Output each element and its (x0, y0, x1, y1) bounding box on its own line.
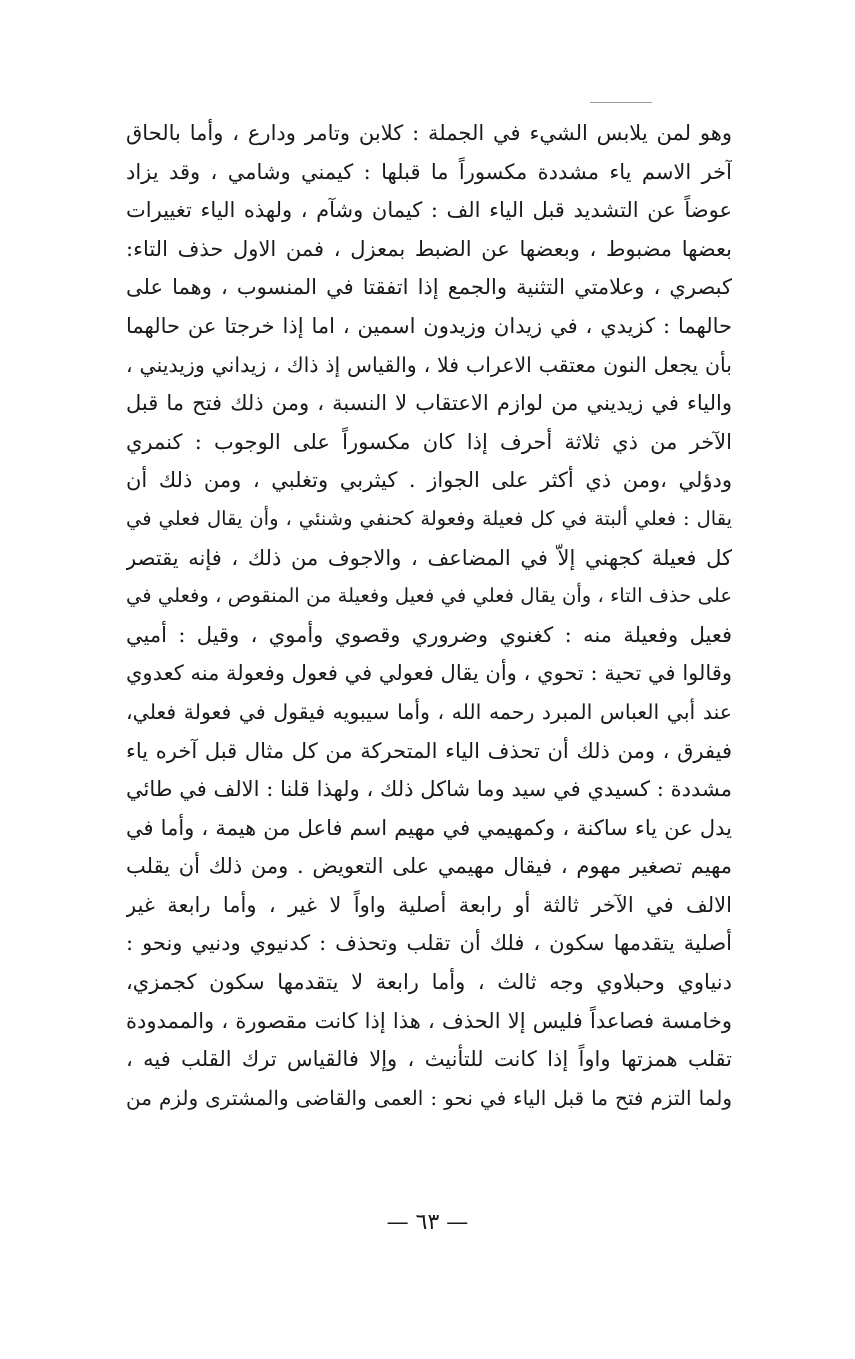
text-line: دنياوي وحبلاوي وجه ثالث ، وأما رابعة لا يتقدمها سكون كجمزي، (126, 970, 732, 995)
text-line: على حذف التاء ، وأن يقال فعلي في فعيل وفعيلة من المنقوص ، وفعلي في (126, 584, 732, 608)
text-line: مهيم تصغير مهوم ، فيقال مهيمي على التعويض . ومن ذلك أن يقلب (126, 854, 732, 879)
text-line: أصلية يتقدمها سكون ، فلك أن تقلب وتحذف : كدنيوي ودنيي ونحو : (126, 931, 732, 956)
text-line: الالف في الآخر ثالثة أو رابعة أصلية واواً لا غير ، وأما رابعة غير (126, 892, 732, 917)
text-line: فعيل وفعيلة منه : كغنوي وضروري وقصوي وأموي ، وقيل : أميي (126, 622, 732, 647)
text-line: وقالوا في تحية : تحوي ، وأن يقال فعولي في فعول وفعولة منه كعدوي (126, 661, 732, 686)
text-line: الآخر من ذي ثلاثة أحرف إذا كان مكسوراً على الوجوب : كنمري (126, 429, 732, 454)
text-line: كل فعيلة كجهني إلاّ في المضاعف ، والاجوف من ذلك ، فإنه يقتصر (126, 545, 732, 570)
text-line: والياء في زيديني من لوازم الاعتقاب لا النسبة ، ومن ذلك فتح ما قبل (126, 391, 732, 416)
body-text (126, 114, 732, 1117)
text-line: تقلب همزتها واواً إذا كانت للتأنيث ، وإلا فالقياس ترك القلب فيه ، (126, 1047, 732, 1072)
text-line: يقال : فعلي ألبتة في كل فعيلة وفعولة كحنفي وشنئي ، وأن يقال فعلي في (126, 506, 732, 530)
text-line: ولما التزم فتح ما قبل الياء في نحو : العمى والقاضى والمشترى ولزم من (126, 1085, 732, 1110)
text-line: مشددة : كسيدي في سيد وما شاكل ذلك ، ولهذا قلنا : الالف في طائي (126, 777, 732, 802)
header-rule (590, 102, 652, 103)
text-line: وخامسة فصاعداً فليس إلا الحذف ، هذا إذا كانت مقصورة ، والممدودة (126, 1008, 732, 1033)
text-line: حالهما : كزيدي ، في زيدان وزيدون اسمين ، اما إذا خرجتا عن حالهما (126, 313, 732, 338)
text-line: يدل عن ياء ساكنة ، وكمهيمي في مهيم اسم فاعل من هيمة ، وأما في (126, 815, 732, 840)
text-line: بعضها مضبوط ، وبعضها عن الضبط بمعزل ، فمن الاول حذف التاء: (126, 236, 732, 261)
text-line: وهو لمن يلابس الشيء في الجملة : كلابن وتامر ودارع ، وأما بالحاق (126, 121, 732, 145)
text-line: كبصري ، وعلامتي التثنية والجمع إذا اتفقتا في المنسوب ، وهما على (126, 275, 732, 300)
text-line: فيفرق ، ومن ذلك أن تحذف الياء المتحركة من كل مثال قبل آخره ياء (126, 738, 732, 763)
text-line: بأن يجعل النون معتقب الاعراب فلا ، والقياس إذ ذاك ، زيداني وزيديني ، (126, 352, 732, 377)
page-number: — ٦٣ — (386, 1210, 469, 1235)
text-line: عوضاً عن التشديد قبل الياء الف : كيمان وشآم ، ولهذه الياء تغييرات (126, 198, 732, 223)
text-line: آخر الاسم ياء مشددة مكسوراً ما قبلها : كيمني وشامي ، وقد يزاد (126, 159, 732, 184)
text-line: عند أبي العباس المبرد رحمه الله ، وأما سيبويه فيقول في فعولة فعلي، (126, 699, 732, 724)
text-line: ودؤلي ،ومن ذي أكثر على الجواز . كيثربي وتغلبي ، ومن ذلك أن (126, 468, 732, 493)
